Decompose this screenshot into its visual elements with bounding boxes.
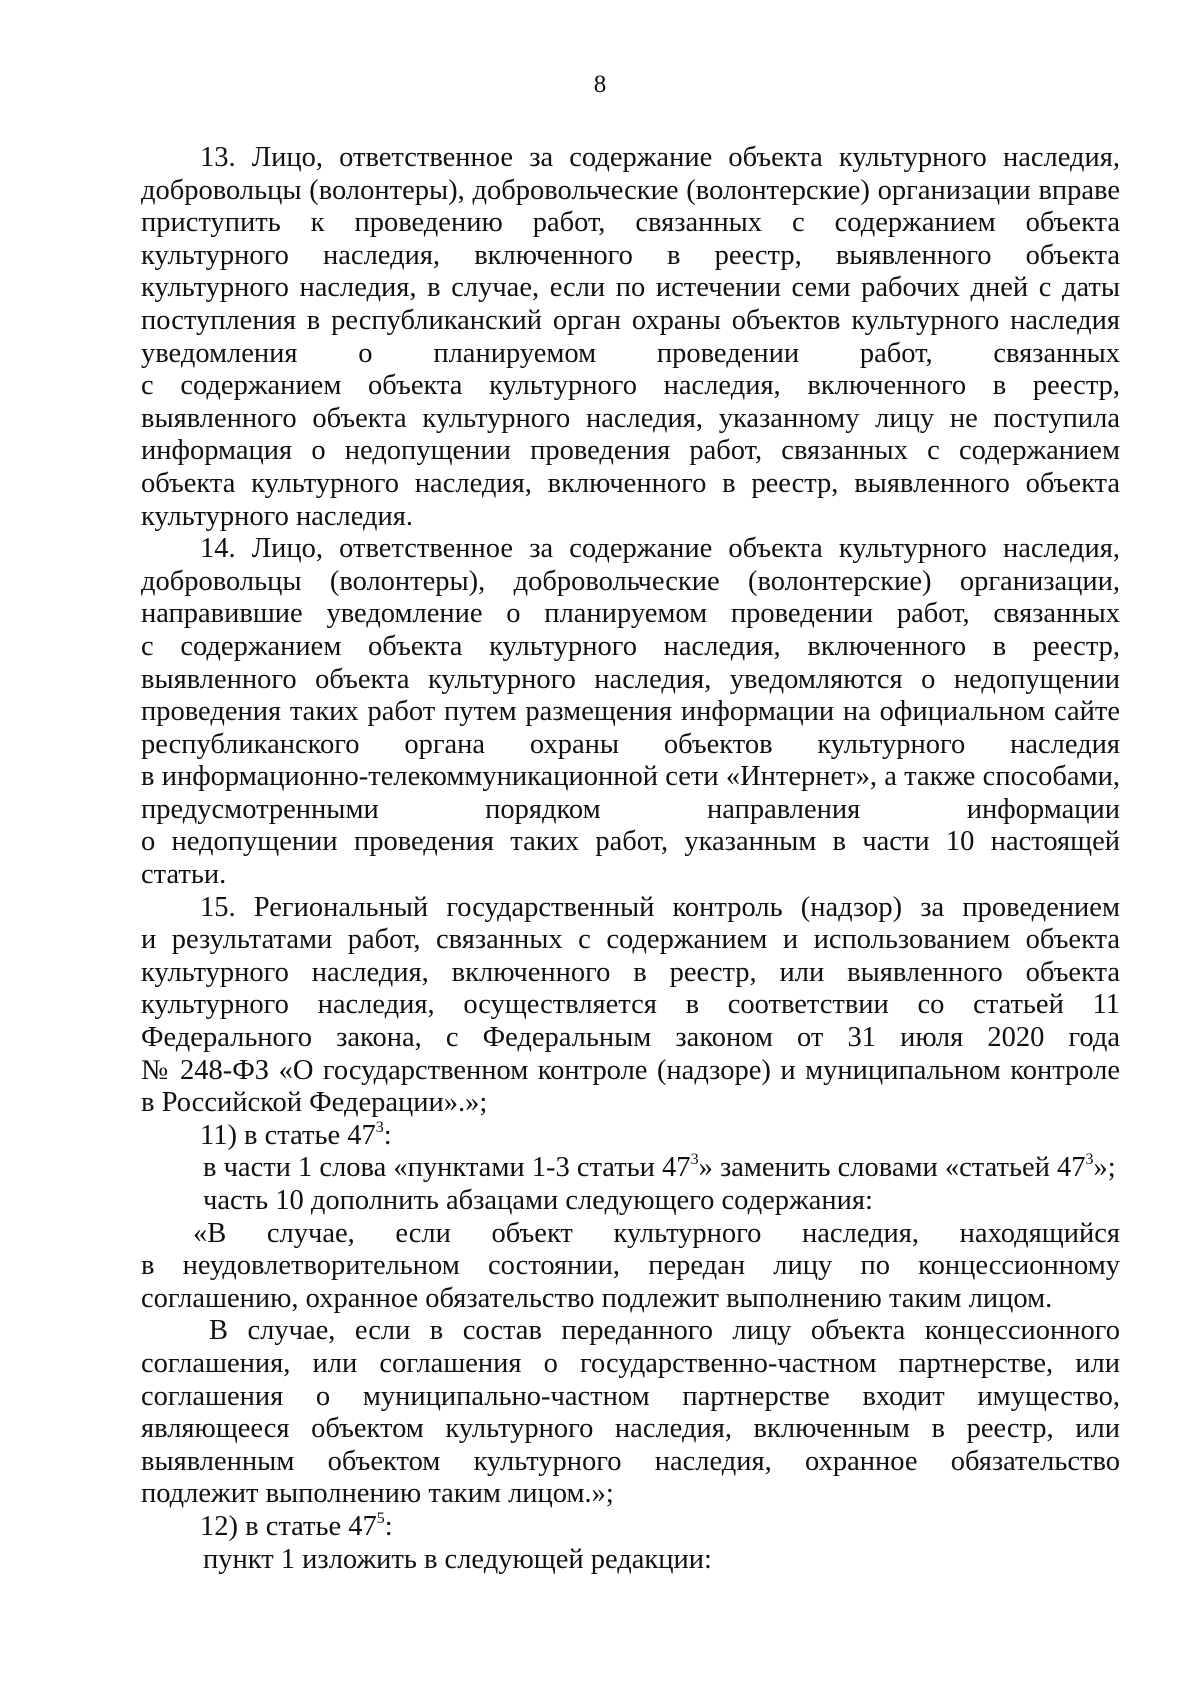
text-line: 13. Лицо, ответственное за содержание объекта культурного наследия, — [200, 142, 1120, 173]
text-line: республиканского органа охраны объектов культурного наследия — [141, 728, 1120, 760]
change-1-text-c: »; — [1093, 1152, 1116, 1184]
item-11-heading-sup: 3 — [375, 1118, 384, 1136]
item-12-heading — [141, 1511, 1120, 1544]
item-12-change-1: пункт 1 изложить в следующей редакции: — [203, 1543, 712, 1575]
page-number: 8 — [593, 71, 607, 98]
text-line: поступления в республиканский орган охраны объектов культурного наследия — [141, 304, 1120, 336]
text-line: культурного наследия, включенного в реестр, выявленного объекта — [141, 239, 1120, 271]
item-12-heading-sup: 5 — [376, 1509, 385, 1527]
quote-line: подлежит выполнению таким лицом.»; — [141, 1478, 614, 1510]
quote-line: соглашению, охранное обязательство подлежит выполнению таким лицом. — [141, 1282, 1053, 1314]
text-line: предусмотренными порядком направления информации — [141, 793, 1120, 825]
text-line: направившие уведомление о планируемом проведении работ, связанных — [141, 598, 1120, 630]
quote-line: в неудовлетворительном состоянии, передан лицу по концессионному — [141, 1250, 1120, 1282]
document-body — [141, 142, 1120, 1576]
text-line: с содержанием объекта культурного наследия, включенного в реестр, — [141, 630, 1120, 662]
item-12-heading-colon: : — [384, 1510, 393, 1542]
item-11-heading — [141, 1120, 1120, 1153]
quote-line: В случае, если в состав переданного лицу объекта концессионного — [209, 1315, 1120, 1347]
change-1-text-a: в части 1 слова «пунктами 1-3 статьи 47 — [203, 1152, 691, 1184]
quote-line: выявленным объектом культурного наследия, охранное обязательство — [141, 1445, 1120, 1477]
text-line: культурного наследия. — [141, 500, 414, 532]
text-line: с содержанием объекта культурного наследия, включенного в реестр, — [141, 370, 1120, 402]
text-line: уведомления о планируемом проведении работ, связанных — [141, 337, 1120, 369]
change-1-text-b: » заменить словами «статьей 47 — [698, 1152, 1086, 1184]
item-11-heading-colon: : — [383, 1119, 392, 1151]
paragraph-15 — [141, 892, 1120, 1120]
text-line: культурного наследия, включенного в реестр, или выявленного объекта — [141, 956, 1120, 988]
text-line: Федерального закона, с Федеральным законом от 31 июля 2020 года — [141, 1022, 1120, 1054]
text-line: культурного наследия, осуществляется в соответствии со статьей 11 — [141, 989, 1120, 1021]
paragraph-13 — [141, 142, 1120, 533]
change-1-sup-a: 3 — [690, 1151, 699, 1169]
text-line: о недопущении проведения таких работ, указанным в части 10 настоящей — [141, 826, 1120, 858]
text-line: проведения таких работ путем размещения информации на официальном сайте — [141, 696, 1120, 728]
quote-line: соглашения о муниципально-частном партнерстве входит имущество, — [141, 1380, 1120, 1412]
quote-line: соглашения, или соглашения о государственно-частном партнерстве, или — [141, 1347, 1120, 1379]
text-line: добровольцы (волонтеры), добровольческие (волонтерские) организации вправе — [141, 174, 1120, 206]
text-line: № 248-ФЗ «О государственном контроле (надзоре) и муниципальном контроле — [141, 1054, 1120, 1086]
item-12 — [141, 1511, 1120, 1576]
text-line: и результатами работ, связанных с содержанием и использованием объекта — [141, 924, 1120, 956]
text-line: объекта культурного наследия, включенного в реестр, выявленного объекта — [141, 467, 1120, 499]
text-line: выявленного объекта культурного наследия, указанному лицу не поступила — [141, 402, 1120, 434]
text-line: 15. Региональный государственный контроль (надзор) за проведением — [200, 891, 1120, 923]
item-11-change-2: часть 10 дополнить абзацами следующего содержания: — [203, 1185, 873, 1216]
text-line: приступить к проведению работ, связанных с содержанием объекта — [141, 207, 1120, 239]
text-line: добровольцы (волонтеры), добровольческие (волонтерские) организации, — [141, 565, 1120, 597]
paragraph-14 — [141, 533, 1120, 892]
text-line: статьи. — [141, 859, 227, 891]
quote-line: являющееся объектом культурного наследия, включенным в реестр, или — [141, 1413, 1120, 1445]
quote-line: «В случае, если объект культурного наследия, находящийся — [193, 1217, 1120, 1249]
item-11-heading-text: 11) в статье 47 — [200, 1119, 376, 1151]
change-1-sup-b: 3 — [1085, 1151, 1094, 1169]
item-11 — [141, 1120, 1120, 1511]
text-line: выявленного объекта культурного наследия, уведомляются о недопущении — [141, 663, 1120, 695]
item-12-heading-text: 12) в статье 47 — [200, 1510, 377, 1542]
text-line: в Российской Федерации».»; — [141, 1087, 488, 1119]
text-line: информация о недопущении проведения работ, связанных с содержанием — [141, 435, 1120, 467]
item-11-change-1 — [141, 1152, 1120, 1185]
text-line: 14. Лицо, ответственное за содержание объекта культурного наследия, — [200, 533, 1120, 565]
text-line: в информационно-телекоммуникационной сети «Интернет», а также способами, — [141, 761, 1120, 793]
text-line: культурного наследия, в случае, если по истечении семи рабочих дней с даты — [141, 272, 1120, 304]
